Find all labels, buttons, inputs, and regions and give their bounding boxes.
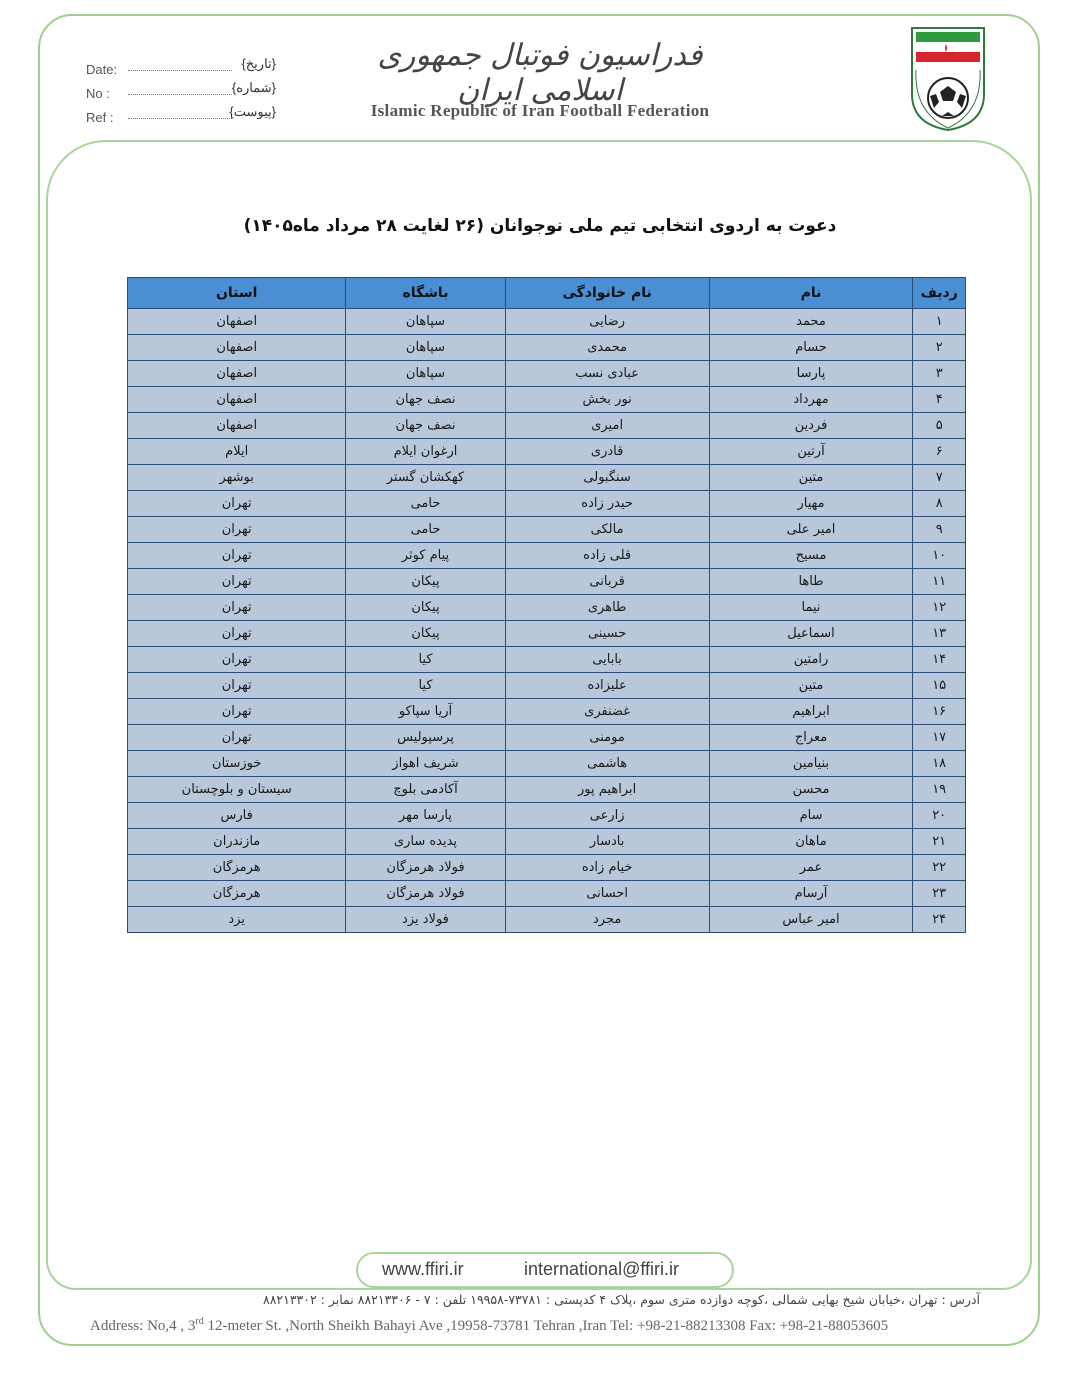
footer-address-en: Address: No,4 , 3rd 12-meter St. ,North Sheikh Bahayi Ave ,19958-73781 Tehran ,Iran Tel: +98-21-88213308 Fax: +98-21-88053605 <box>90 1316 889 1334</box>
cell-last-name: بابایی <box>505 647 709 673</box>
cell-province: سیستان و بلوچستان <box>128 777 346 803</box>
date-label-fa: {تاریخ} <box>241 56 276 71</box>
cell-province: تهران <box>128 725 346 751</box>
cell-province: اصفهان <box>128 309 346 335</box>
federation-name-fa: فدراسیون فوتبال جمهوری اسلامی ایران <box>377 38 703 108</box>
email-link[interactable]: international@ffiri.ir <box>524 1259 680 1279</box>
cell-last-name: بادسار <box>505 829 709 855</box>
cell-last-name: علیزاده <box>505 673 709 699</box>
cell-first-name: رامتین <box>709 647 913 673</box>
cell-club: ارغوان ایلام <box>346 439 505 465</box>
cell-club: حامی <box>346 491 505 517</box>
ref-label: Ref : <box>86 110 114 125</box>
cell-province: خوزستان <box>128 751 346 777</box>
cell-index: ۱۰ <box>913 543 966 569</box>
cell-last-name: قادری <box>505 439 709 465</box>
table-row <box>128 673 966 699</box>
table-row <box>128 803 966 829</box>
header-province: استان <box>128 278 346 309</box>
cell-last-name: مومنی <box>505 725 709 751</box>
date-field <box>86 58 276 82</box>
cell-last-name: احسانی <box>505 881 709 907</box>
cell-last-name: هاشمی <box>505 751 709 777</box>
cell-province: هرمزگان <box>128 881 346 907</box>
table-row <box>128 465 966 491</box>
cell-province: تهران <box>128 517 346 543</box>
cell-first-name: متین <box>709 465 913 491</box>
cell-index: ۱۶ <box>913 699 966 725</box>
cell-first-name: امیر علی <box>709 517 913 543</box>
cell-province: اصفهان <box>128 387 346 413</box>
cell-last-name: حسینی <box>505 621 709 647</box>
cell-province: تهران <box>128 543 346 569</box>
cell-index: ۹ <box>913 517 966 543</box>
table-row <box>128 335 966 361</box>
cell-province: تهران <box>128 621 346 647</box>
cell-last-name: قربانی <box>505 569 709 595</box>
cell-province: مازندران <box>128 829 346 855</box>
cell-club: فولاد یزد <box>346 907 505 933</box>
cell-last-name: امیری <box>505 413 709 439</box>
cell-club: کیا <box>346 673 505 699</box>
cell-club: پیام کوثر <box>346 543 505 569</box>
cell-last-name: خیام زاده <box>505 855 709 881</box>
website-link[interactable]: www.ffiri.ir <box>382 1259 464 1279</box>
cell-province: تهران <box>128 595 346 621</box>
cell-province: اصفهان <box>128 335 346 361</box>
cell-first-name: مسیح <box>709 543 913 569</box>
cell-index: ۵ <box>913 413 966 439</box>
cell-club: نصف جهان <box>346 387 505 413</box>
cell-last-name: قلی زاده <box>505 543 709 569</box>
date-label: Date: <box>86 62 118 77</box>
table-row <box>128 309 966 335</box>
table-row <box>128 387 966 413</box>
cell-first-name: مهرداد <box>709 387 913 413</box>
cell-first-name: حسام <box>709 335 913 361</box>
footer-contact-box <box>356 1252 734 1288</box>
cell-index: ۱۳ <box>913 621 966 647</box>
cell-club: نصف جهان <box>346 413 505 439</box>
cell-first-name: فردین <box>709 413 913 439</box>
cell-province: تهران <box>128 569 346 595</box>
table-row <box>128 699 966 725</box>
cell-index: ۱۱ <box>913 569 966 595</box>
table-header-row <box>128 278 966 309</box>
header-first-name: نام <box>709 278 913 309</box>
cell-first-name: پارسا <box>709 361 913 387</box>
header-last-name: نام خانوادگی <box>505 278 709 309</box>
cell-province: تهران <box>128 699 346 725</box>
table-row <box>128 543 966 569</box>
cell-province: اصفهان <box>128 361 346 387</box>
table-row <box>128 413 966 439</box>
cell-province: بوشهر <box>128 465 346 491</box>
cell-first-name: محسن <box>709 777 913 803</box>
table-row <box>128 855 966 881</box>
cell-last-name: محمدی <box>505 335 709 361</box>
cell-first-name: مهیار <box>709 491 913 517</box>
cell-index: ۱۵ <box>913 673 966 699</box>
cell-index: ۸ <box>913 491 966 517</box>
cell-club: فولاد هرمزگان <box>346 855 505 881</box>
header-fields <box>86 58 276 130</box>
cell-index: ۴ <box>913 387 966 413</box>
table-row <box>128 647 966 673</box>
header-index: ردیف <box>913 278 966 309</box>
cell-club: سپاهان <box>346 361 505 387</box>
table-row <box>128 621 966 647</box>
cell-last-name: غضنفری <box>505 699 709 725</box>
cell-index: ۱۹ <box>913 777 966 803</box>
cell-first-name: اسماعیل <box>709 621 913 647</box>
cell-first-name: سام <box>709 803 913 829</box>
cell-index: ۱۸ <box>913 751 966 777</box>
cell-club: سپاهان <box>346 335 505 361</box>
cell-first-name: طاها <box>709 569 913 595</box>
cell-first-name: نیما <box>709 595 913 621</box>
number-label: No : <box>86 86 110 101</box>
cell-last-name: سنگبولی <box>505 465 709 491</box>
table-row <box>128 361 966 387</box>
number-label-fa: {شماره} <box>231 80 276 95</box>
cell-last-name: رضایی <box>505 309 709 335</box>
cell-index: ۲ <box>913 335 966 361</box>
cell-first-name: معراج <box>709 725 913 751</box>
number-field <box>86 82 276 106</box>
cell-club: پارسا مهر <box>346 803 505 829</box>
cell-index: ۲۴ <box>913 907 966 933</box>
cell-club: سپاهان <box>346 309 505 335</box>
cell-index: ۱۷ <box>913 725 966 751</box>
cell-club: پیکان <box>346 569 505 595</box>
cell-club: پیکان <box>346 595 505 621</box>
table-row <box>128 881 966 907</box>
cell-first-name: عمر <box>709 855 913 881</box>
footer-address-fa: آدرس : تهران ،خیابان شیخ بهایی شمالی ،کوچه دوازده متری سوم ،پلاک ۴ کدپستی : ۷۳۷۸۱-۱۹۹۵۸ تلفن : ۷ - ۸۸۲۱۳۳۰۶ نمابر : ۸۸۲۱۳۳۰۲ <box>262 1292 980 1307</box>
table-row <box>128 829 966 855</box>
cell-index: ۱۴ <box>913 647 966 673</box>
table-row <box>128 907 966 933</box>
cell-club: فولاد هرمزگان <box>346 881 505 907</box>
ref-label-fa: {پیوست} <box>229 104 276 119</box>
invited-players-table <box>127 277 966 933</box>
cell-club: کهکشان گستر <box>346 465 505 491</box>
cell-club: پرسپولیس <box>346 725 505 751</box>
table-row <box>128 777 966 803</box>
cell-club: آریا سپاکو <box>346 699 505 725</box>
cell-province: تهران <box>128 491 346 517</box>
table-row <box>128 439 966 465</box>
cell-first-name: متین <box>709 673 913 699</box>
cell-index: ۲۰ <box>913 803 966 829</box>
header-club: باشگاه <box>346 278 505 309</box>
cell-first-name: آرتین <box>709 439 913 465</box>
cell-first-name: ابراهیم <box>709 699 913 725</box>
cell-club: شریف اهواز <box>346 751 505 777</box>
cell-index: ۳ <box>913 361 966 387</box>
cell-index: ۱ <box>913 309 966 335</box>
cell-province: تهران <box>128 673 346 699</box>
document-title: دعوت به اردوی انتخابی تیم ملی نوجوانان (۲۶ لغایت ۲۸ مرداد ماه۱۴۰۵) <box>243 216 837 236</box>
cell-first-name: ماهان <box>709 829 913 855</box>
iran-football-federation-logo-icon <box>908 24 988 132</box>
cell-first-name: امیر عباس <box>709 907 913 933</box>
cell-club: پیکان <box>346 621 505 647</box>
cell-last-name: مجرد <box>505 907 709 933</box>
cell-index: ۲۳ <box>913 881 966 907</box>
cell-province: تهران <box>128 647 346 673</box>
cell-province: یزد <box>128 907 346 933</box>
cell-club: آکادمی بلوچ <box>346 777 505 803</box>
cell-index: ۲۱ <box>913 829 966 855</box>
cell-last-name: مالکی <box>505 517 709 543</box>
cell-province: فارس <box>128 803 346 829</box>
table-row <box>128 569 966 595</box>
cell-last-name: طاهری <box>505 595 709 621</box>
cell-index: ۲۲ <box>913 855 966 881</box>
cell-club: حامی <box>346 517 505 543</box>
cell-first-name: بنیامین <box>709 751 913 777</box>
cell-club: کیا <box>346 647 505 673</box>
table-row <box>128 725 966 751</box>
cell-last-name: ابراهیم پور <box>505 777 709 803</box>
table-row <box>128 751 966 777</box>
table-row <box>128 491 966 517</box>
cell-last-name: حیدر زاده <box>505 491 709 517</box>
table-row <box>128 517 966 543</box>
cell-province: اصفهان <box>128 413 346 439</box>
ref-field <box>86 106 276 130</box>
cell-first-name: آرسام <box>709 881 913 907</box>
cell-index: ۱۲ <box>913 595 966 621</box>
cell-first-name: محمد <box>709 309 913 335</box>
cell-province: ایلام <box>128 439 346 465</box>
cell-index: ۶ <box>913 439 966 465</box>
cell-last-name: نور بخش <box>505 387 709 413</box>
cell-last-name: زارعی <box>505 803 709 829</box>
cell-last-name: عبادی نسب <box>505 361 709 387</box>
federation-name-en: Islamic Republic of Iran Football Federation <box>370 101 710 120</box>
table-body <box>128 309 966 933</box>
cell-province: هرمزگان <box>128 855 346 881</box>
table-row <box>128 595 966 621</box>
cell-index: ۷ <box>913 465 966 491</box>
cell-club: پدیده ساری <box>346 829 505 855</box>
